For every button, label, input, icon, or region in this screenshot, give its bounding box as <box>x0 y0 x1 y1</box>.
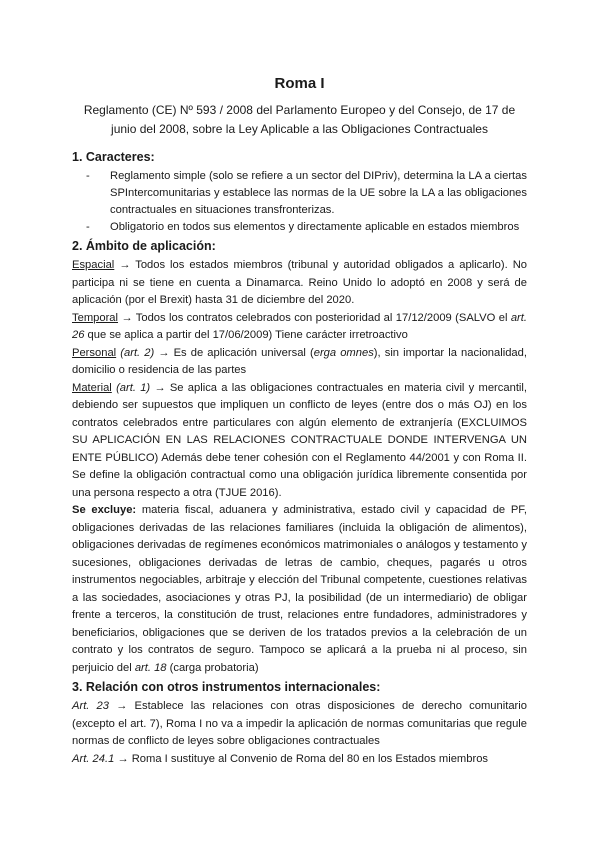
temporal-text: → Todos los contratos celebrados con posterioridad al 17/12/2009 (SALVO el <box>118 311 511 324</box>
personal-text: → Es de aplicación universal ( <box>154 346 314 359</box>
excluye-text: materia fiscal, aduanera y administrativa, estado civil y capacidad de PF, obligaciones derivadas de las relaciones familiares (incluida la obligación de alimentos), obligaciones derivadas de regímenes económicos matrimoniales o análogos y testamento y sucesiones, obligaciones derivadas de letras de cambio, cheques, pagarés u otros instrumentos negociables, arbitraje y elección del Tribunal competente, cuestiones relativas a las sociedades, asociaciones y otras PJ, la posibilidad (de un intermediario) de obligar frente a terceros, la constitución de trust, relaciones entre fundadores, administradores y beneficiarios, obligaciones que se deriven de los tratados previos a la celebración de un contrato y los contratos de seguro. Tampoco se aplicará a la prueba ni al proceso, sin perjuicio del <box>72 504 527 674</box>
art241-label: Art. 24.1 <box>72 752 115 765</box>
excluye-label: Se excluye: <box>72 504 137 516</box>
material-article: (art. 1) <box>116 381 151 394</box>
page-title: Roma I <box>274 75 325 92</box>
personal-paragraph <box>72 345 527 380</box>
art23-label: Art. 23 <box>72 700 110 712</box>
section-3-heading: 3. Relación con otros instrumentos internacionales: <box>72 680 381 694</box>
section-2-heading: 2. Ámbito de aplicación: <box>72 239 216 253</box>
temporal-text-end: que se aplica a partir del 17/06/2009) Tiene carácter irretroactivo <box>84 329 408 341</box>
personal-label: Personal <box>72 346 117 359</box>
espacial-paragraph <box>72 257 527 310</box>
temporal-article: art. 26 <box>72 311 527 341</box>
excluye-article: art. 18 <box>134 661 167 674</box>
material-text: → Se aplica a las obligaciones contractuales en materia civil y mercantil, debiendo ser supuestos que impliquen un conflicto de leyes (entre dos o más OJ) en los contratos celebrados entre particulares con algún elemento de extranjería (EXCLUIMOS SU APLICACIÓN EN LAS RELACIONES CONTRACTUALE DONDE INTERVENGA UN ENTE PÚBLICO) Además debe tener cohesión con el Reglamento 44/2001 y con Roma II. Se define la obligación contractual como una obligación jurídica libremente consentida por una persona respecto a otra (TJUE 2016). <box>72 381 528 499</box>
art241-paragraph <box>72 751 527 769</box>
section-1-heading: 1. Caracteres: <box>72 150 155 164</box>
excluye-paragraph <box>72 502 527 677</box>
art23-paragraph <box>72 698 527 751</box>
list-item: - Reglamento simple (solo se refiere a un sector del DIPriv), determina la LA a ciertas SPIntercomunitarias y establece las normas de la UE sobre la LA a las obligaciones contractuales en situaciones transfronterizas. <box>86 168 527 219</box>
personal-erga-omnes: erga omnes <box>313 346 374 359</box>
material-label: Material <box>72 381 112 394</box>
excluye-text-end: (carga probatoria) <box>166 661 259 674</box>
temporal-label: Temporal <box>72 311 119 324</box>
caracteres-list <box>72 168 527 236</box>
espacial-label: Espacial <box>72 259 115 271</box>
list-item: - Obligatorio en todos sus elementos y directamente aplicable en estados miembros <box>86 219 527 236</box>
personal-article: (art. 2) <box>120 346 155 359</box>
espacial-text: → Todos los estados miembros (tribunal y autoridad obligados a aplicarlo). No participa ni se tiene en cuenta a Dinamarca. Reino Unido lo adoptó en 2008 y será de aplicación (por el Brexit) hasta 31 de diciembre del 2020. <box>72 259 527 306</box>
temporal-paragraph <box>72 310 527 345</box>
page-subtitle: Reglamento (CE) Nº 593 / 2008 del Parlamento Europeo y del Consejo, de 17 de junio del 2008, sobre la Ley Aplicable a las Obligaciones Contractuales <box>83 103 516 136</box>
personal-text-end: ), sin importar la nacionalidad, domicilio o residencia de las partes <box>72 346 527 376</box>
art241-text: → Roma I sustituye al Convenio de Roma del 80 en los Estados miembros <box>114 752 489 765</box>
material-paragraph <box>72 380 527 503</box>
art23-text: → Establece las relaciones con otras disposiciones de derecho comunitario (excepto el art. 7), Roma I no va a impedir la aplicación de normas comunitarias que regule normas de conflicto de leyes sobre obligaciones contractuales <box>72 700 527 747</box>
